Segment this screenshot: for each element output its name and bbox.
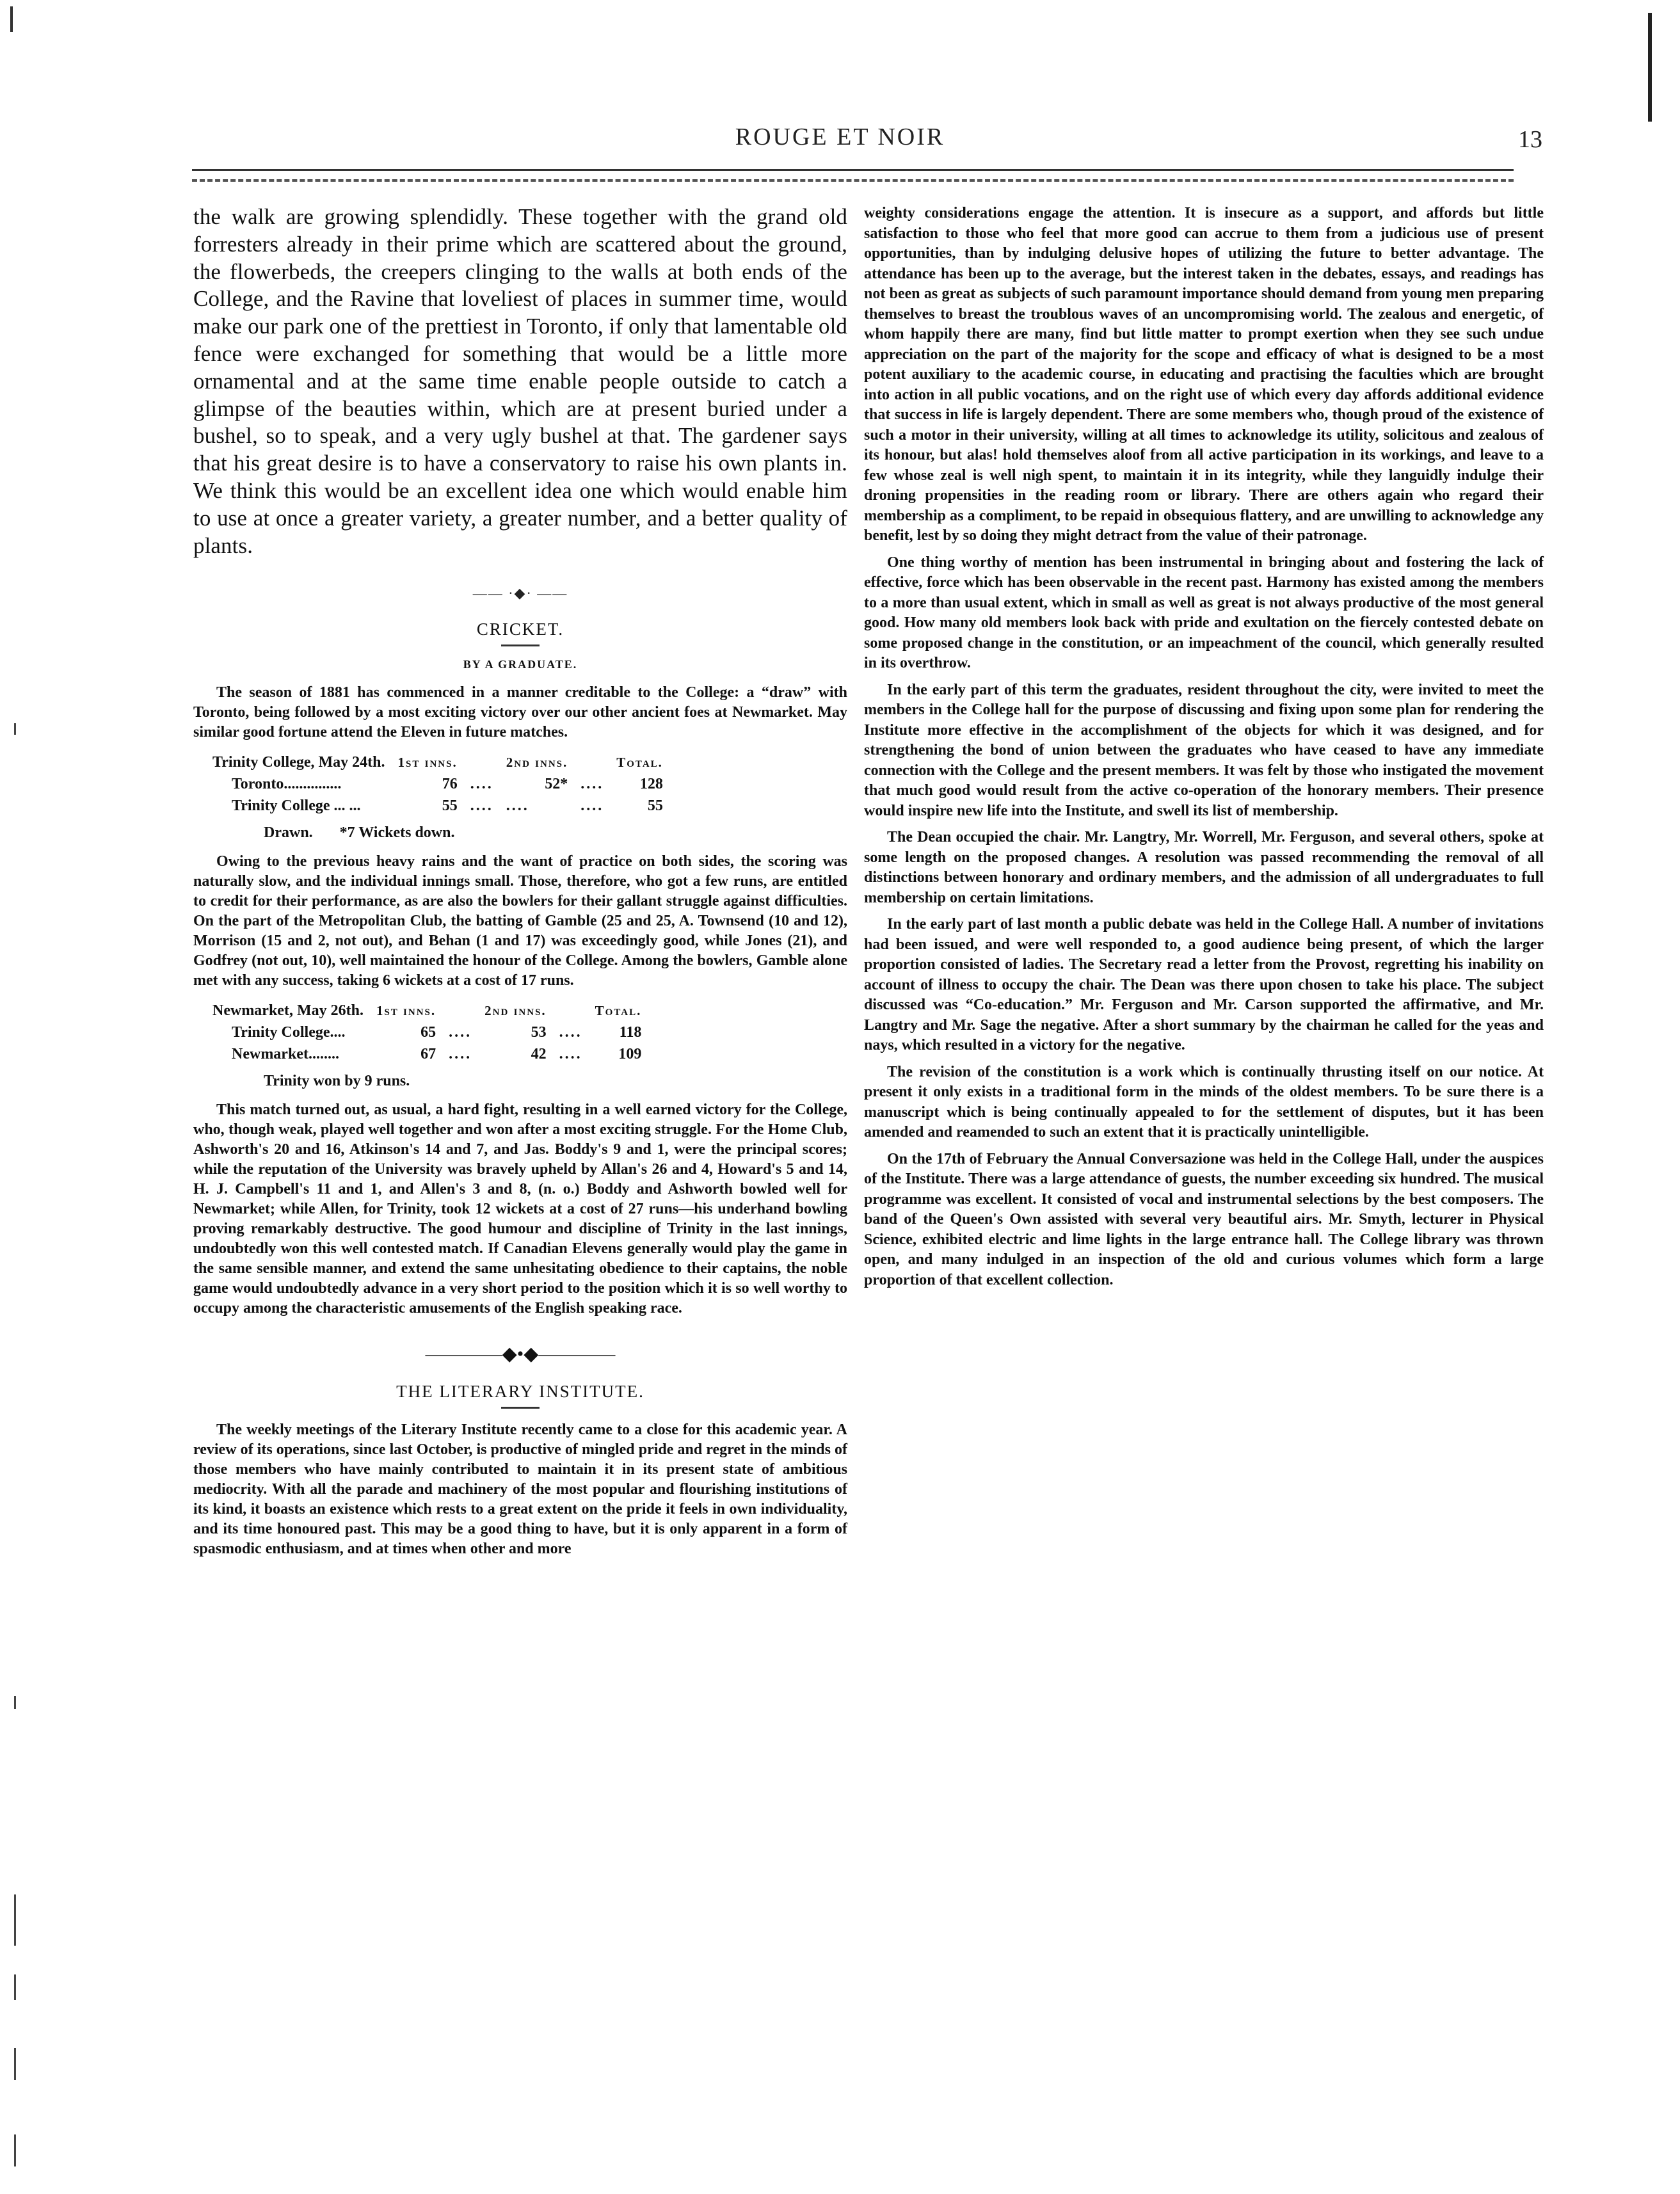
header-rule bbox=[192, 169, 1514, 171]
literary-title: THE LITERARY INSTITUTE. bbox=[396, 1382, 644, 1402]
score-row bbox=[206, 1043, 648, 1065]
title-rule bbox=[501, 645, 540, 646]
leader-dots: .... bbox=[559, 1024, 582, 1041]
scorecard-toronto bbox=[206, 751, 669, 817]
scan-edge-mark bbox=[1648, 13, 1652, 122]
scorecard-newmarket bbox=[206, 1000, 648, 1065]
literary-paragraph: The Dean occupied the chair. Mr. Langtry, Mr. Worrell, Mr. Ferguson, and several others, spoke at some length on the proposed changes. A resolution was passed recommending the removal of all distinctions between honorary and ordinary members, and the admission of all undergraduates to full membership on certain limitations. bbox=[864, 829, 1544, 906]
literary-paragraph: In the early part of last month a public debate was held in the College Hall. A number of invitations had been issued, and were well responded to, a good audience being present, of which the larger proportion consisted of ladies. The Secretary read a letter from the Provost, regretting his inability on account of illness to occupy the chair. The Dean was there upon chosen to take his place. The subject discussed was “Co-education.” Mr. Ferguson and Mr. Carson supported the affirmative, and Mr. Langtry and Mr. Sage the negative. After a short summary by the chairman he called for the yeas and nays, which resulted in a victory for the negative. bbox=[864, 916, 1544, 1053]
scan-margin-mark bbox=[14, 1974, 16, 2000]
scan-margin-mark bbox=[14, 2048, 16, 2080]
literary-paragraph: The weekly meetings of the Literary Institute recently came to a close for this academic year. A review of its operations, since last October, is productive of mingled pride and regret in the minds of those members who have mainly contributed to maintain it in its present state of ambitious mediocrity. With all the parade and machinery of the most popular and flourishing institutions of its kind, it boasts an existence which rests to a great extent on the pride it feels in own individuality, and its time honoured past. This may be a good thing to have, but it is only apparent in a form of spasmodic enthusiasm, and at times when other and more bbox=[193, 1421, 847, 1558]
leader-dots: .... bbox=[580, 797, 604, 815]
first-innings: 55 bbox=[442, 797, 458, 815]
cricket-article bbox=[193, 620, 847, 1318]
match-result bbox=[264, 824, 847, 842]
header-total: Total. bbox=[595, 1003, 642, 1019]
score-row bbox=[206, 773, 669, 795]
first-innings: 65 bbox=[420, 1024, 436, 1041]
literary-article bbox=[193, 1382, 847, 1559]
scan-margin-mark bbox=[14, 723, 16, 735]
leader-dots: .... bbox=[449, 1046, 472, 1063]
cricket-title: CRICKET. bbox=[476, 620, 564, 639]
literary-paragraph: On the 17th of February the Annual Conversazione was held in the College Hall, under the auspices of the Institute. There was a large attendance of guests, the number exceeding six hundred. The musical programme was excellent. It consisted of vocal and instrumental selections by the best composers. The band of the Queen's Own assisted with several very beautiful airs. Mr. Smyth, lecturer in Physical Science, exhibited electric and lime lights in the large entrance hall. The College library was thrown open, and many indulged in an inspection of the old and curious volumes which form a large proportion of that excellent collection. bbox=[864, 1150, 1544, 1288]
cricket-paragraph: This match turned out, as usual, a hard fight, resulting in a well earned victory for the College, who, though weak, played well together and won after a most exciting struggle. For the Home Club, Ashworth's 20 and 16, Atkinson's 14 and 7, and Jas. Boddy's 9 and 1, were the principal scores; while the reputation of the University was bravely upheld by Allan's 26 and 4, Howard's 5 and 14, H. J. Campbell's 11 and 1, and Allen's 3 and 8, (n. o.) Boddy and Ashworth bowled well for Newmarket; while Allen, for Trinity, took 12 wickets at a cost of 27 runs—his underhand bowling proving remarkably destructive. The good humour and discipline of Trinity in the last innings, undoubtedly won this well contested match. If Canadian Elevens generally would play the game in the same sensible manner, and extend the same unhesitating obedience to their captains, the noble game would undoubtedly advance in a very short period to the position which it is so well worthy to occupy among the characteristic amusements of the English speaking race. bbox=[193, 1101, 847, 1317]
leader-dots: .... bbox=[470, 797, 493, 815]
left-column bbox=[193, 204, 847, 1559]
section-ornament: —— ·◆· —— bbox=[472, 585, 568, 602]
team-name: Newmarket........ bbox=[232, 1046, 339, 1063]
second-innings: 53 bbox=[531, 1024, 547, 1041]
leader-dots: .... bbox=[559, 1046, 582, 1063]
cricket-byline: BY A GRADUATE. bbox=[463, 658, 578, 671]
second-innings: .... bbox=[506, 797, 529, 815]
cricket-intro: The season of 1881 has commenced in a manner creditable to the College: a “draw” with Toronto, being followed by a most exciting victory over our other ancient foes at Newmarket. May similar good fortune attend the Eleven in future matches. bbox=[193, 684, 847, 741]
first-innings: 67 bbox=[420, 1046, 436, 1063]
team-name: Toronto............... bbox=[232, 776, 342, 793]
header-dashed-rule bbox=[192, 179, 1514, 182]
result-text: Drawn. bbox=[264, 824, 313, 842]
scan-margin-mark bbox=[14, 2134, 16, 2166]
leader-dots: .... bbox=[470, 776, 493, 793]
scan-margin-mark bbox=[14, 1696, 16, 1709]
scan-margin-mark bbox=[14, 1894, 16, 1946]
leader-dots: .... bbox=[580, 776, 604, 793]
match-label: Trinity College, May 24th. bbox=[212, 754, 385, 771]
team-name: Trinity College ... ... bbox=[232, 797, 361, 815]
second-innings: 42 bbox=[531, 1046, 547, 1063]
literary-paragraph: The revision of the constitution is a work which is continually thrusting itself on our notice. At present it only exists in a traditional form in the minds of the oldest members. To be sure there is a manuscript which is being continually appealed to for the settlement of disputes, but it has been amended and reamended to such an extent that it is practically unintelligible. bbox=[864, 1063, 1544, 1141]
continued-paragraph: the walk are growing splendidly. These together with the grand old forresters already in their prime which are scattered about the ground, the flowerbeds, the creepers clinging to the walls at both ends of the College, and the Ravine that loveliest of places in summer time, would make our park one of the prettiest in Toronto, if only that lamentable old fence were exchanged for something that would be a little more ornamental and at the same time enable people outside to catch a glimpse of the beauties within, which are at present buried under a bushel, so to speak, and a very ugly bushel at that. The gardener says that his great desire is to have a conservatory to raise his own plants in. We think this would be an excellent idea one which would enable him to use at once a greater variety, a greater number, and a better quality of plants. bbox=[193, 204, 847, 558]
running-title: ROUGE ET NOIR bbox=[735, 124, 945, 150]
total: 109 bbox=[618, 1046, 642, 1063]
right-column bbox=[864, 204, 1544, 1290]
score-row bbox=[206, 795, 669, 817]
title-rule bbox=[501, 1407, 540, 1409]
second-innings: 52* bbox=[545, 776, 568, 793]
literary-paragraph: weighty considerations engage the attention. It is insecure as a support, and affords but little satisfaction to those who feel that more good can accrue to them from a judicious use of present opportunities, than by indulging delusive hopes of utilizing the future to better advantage. The attendance has been up to the average, but the interest taken in the debates, essays, and readings has not been as great as subjects of such paramount importance should demand from young men preparing themselves to breast the troublous waves of an uncompromising world. The zealous and energetic, of whom happily there are many, find but little matter to prompt exertion when they see such undue appreciation on the part of the majority for the scope and efficacy of what is designed to be a most potent auxiliary to the academic course, in educating and practising the faculties which are brought into action in all public vocations, and on the right use of which every day affords additional evidence that success in life is largely dependent. There are some members who, though proud of the existence of such a motor in their university, willing at all times to acknowledge its utility, solicitous and zealous of its honour, but alas! hold themselves aloof from all active participation in its workings, and leave to a few whose zeal is well nigh spent, to maintain it in its integrity, while they languidly indulge their droning propensities in the reading room or library. There are others again who regard their membership as a compliment, to be repaid in obsequious flattery, and are unwilling to acknowledge any benefit, lest by so doing they might detract from the value of their patronage. bbox=[864, 205, 1544, 544]
literary-paragraph: One thing worthy of mention has been instrumental in bringing about and fostering the lack of effective, force which has been observable in the recent past. Harmony has existed among the members to a more than usual extent, which in small as well as great is not always productive of the most general good. How many old members look back with pride and exultation on the fiercely contested debate on some proposed change in the constitution, or an impeachment of the council, which generally resulted in its overthrow. bbox=[864, 554, 1544, 671]
team-name: Trinity College.... bbox=[232, 1024, 346, 1041]
first-innings: 76 bbox=[442, 776, 458, 793]
footnote-text: *7 Wickets down. bbox=[339, 824, 455, 842]
leader-dots: .... bbox=[449, 1024, 472, 1041]
match-result: Trinity won by 9 runs. bbox=[264, 1073, 410, 1090]
header-first-innings: 1st inns. bbox=[376, 1003, 436, 1019]
section-ornament: ————◆•◆———— bbox=[425, 1343, 616, 1365]
total: 55 bbox=[647, 797, 663, 815]
match-label: Newmarket, May 26th. bbox=[212, 1002, 364, 1020]
total: 128 bbox=[639, 776, 663, 793]
scan-corner-mark bbox=[10, 6, 13, 32]
page-number: 13 bbox=[1518, 126, 1542, 153]
cricket-paragraph: Owing to the previous heavy rains and the want of practice on both sides, the scoring was naturally slow, and the individual innings small. Those, therefore, who got a few runs, are entitled to credit for their performance, as are also the bowlers for their gallant struggle against difficulties. On the part of the Metropolitan Club, the batting of Gamble (25 and 25, A. Townsend (10 and 12), Morrison (15 and 2, not out), and Behan (1 and 17) was exceedingly good, while Jones (21), and Godfrey (not out, 10), well maintained the honour of the College. Among the bowlers, Gamble alone met with any success, taking 6 wickets at a cost of 17 runs. bbox=[193, 853, 847, 989]
header-second-innings: 2nd inns. bbox=[484, 1003, 547, 1019]
header-total: Total. bbox=[616, 755, 663, 771]
score-row bbox=[206, 1021, 648, 1043]
header-first-innings: 1st inns. bbox=[397, 755, 458, 771]
header-second-innings: 2nd inns. bbox=[506, 755, 568, 771]
total: 118 bbox=[619, 1024, 642, 1041]
literary-paragraph: In the early part of this term the graduates, resident throughout the city, were invited to meet the members in the College hall for the purpose of discussing and fixing upon some plan for rendering the Institute more effective in the accomplishment of the objects for which it was designed, and for strengthening the bond of union between the graduates who have ceased to have any immediate connection with the College and the present members. It was felt by those who instigated the movement that much good would result from the active co-operation of the honorary members. Their presence would inspire new life into the Institute, and swell its list of membership. bbox=[864, 681, 1544, 819]
